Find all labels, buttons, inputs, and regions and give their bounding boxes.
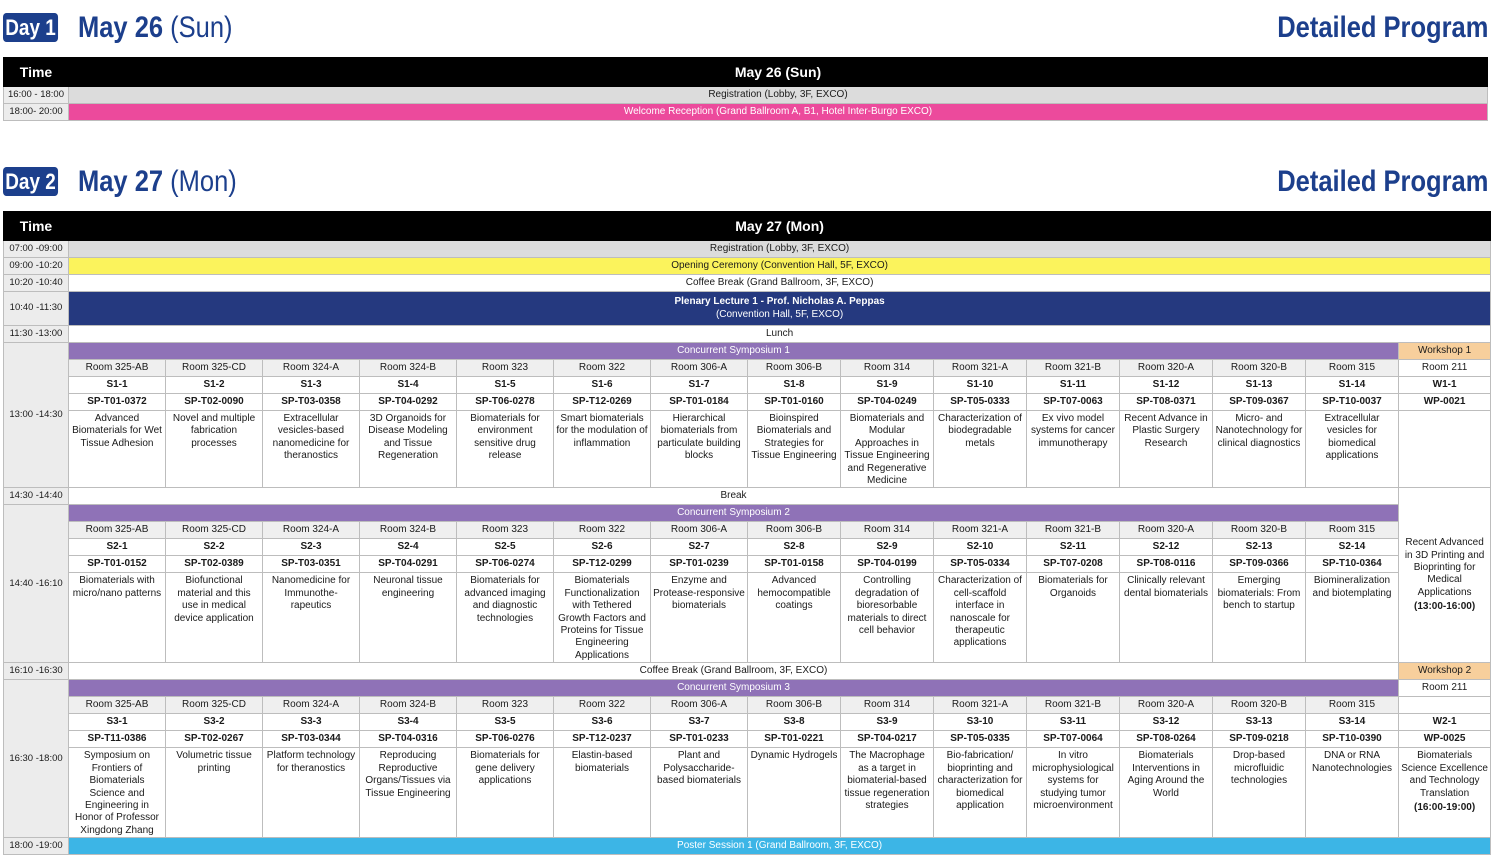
session-topic: Biofunctional material and this use in medical device application: [166, 573, 263, 663]
session-code: S3-13: [1213, 714, 1306, 731]
session-code: S2-3: [263, 539, 360, 556]
session-code: S3-5: [457, 714, 554, 731]
workshop-1-topic: Recent Advanced in 3D Printing and Bioprinting for Medical Applications: [1404, 537, 1485, 598]
session-topic: Smart biomaterials for the modulation of inflammation: [554, 411, 651, 488]
session-topic: Biomaterials for gene delivery applications: [457, 748, 554, 838]
time-cell: 16:10 -16:30: [4, 663, 69, 680]
session-code: S3-3: [263, 714, 360, 731]
paper-id: SP-T04-0217: [841, 731, 934, 748]
session-code: S1-3: [263, 377, 360, 394]
paper-id: SP-T12-0299: [554, 556, 651, 573]
paper-id: SP-T04-0249: [841, 394, 934, 411]
registration-cell: Registration (Lobby, 3F, EXCO): [69, 87, 1488, 104]
session-code: S2-14: [1306, 539, 1399, 556]
paper-id: SP-T10-0364: [1306, 556, 1399, 573]
paper-id: SP-T04-0291: [360, 556, 457, 573]
session-code: S1-11: [1027, 377, 1120, 394]
day2-table: [3, 211, 1491, 855]
room-label: Room 325-CD: [166, 360, 263, 377]
paper-id: SP-T01-0221: [748, 731, 841, 748]
room-label: Room 306-A: [651, 360, 748, 377]
workshop-1-blank: [1399, 411, 1491, 488]
session-code: S3-11: [1027, 714, 1120, 731]
room-label: Room 324-B: [360, 522, 457, 539]
workshop-2-blank: [1399, 697, 1491, 714]
time-cell: 10:20 -10:40: [4, 275, 69, 292]
session-topic: Extracellular vesicles for biomedical applications: [1306, 411, 1399, 488]
paper-id: SP-T01-0158: [748, 556, 841, 573]
session-code: S3-1: [69, 714, 166, 731]
paper-id: SP-T08-0371: [1120, 394, 1213, 411]
room-label: Room 325-AB: [69, 522, 166, 539]
room-label: Room 314: [841, 522, 934, 539]
day2-badge: Day 2: [3, 167, 58, 196]
room-label: Room 306-B: [748, 522, 841, 539]
workshop-1-id: WP-0021: [1399, 394, 1491, 411]
day1-table: [3, 57, 1488, 121]
paper-id: SP-T03-0344: [263, 731, 360, 748]
room-label: Room 306-B: [748, 697, 841, 714]
room-label: Room 324-A: [263, 360, 360, 377]
paper-id: SP-T12-0269: [554, 394, 651, 411]
session-topic: The Macrophage as a target in biomaterial-based tissue regeneration strategies: [841, 748, 934, 838]
paper-id: SP-T02-0389: [166, 556, 263, 573]
session-code: S2-10: [934, 539, 1027, 556]
workshop-2-title: Workshop 2: [1399, 663, 1491, 680]
session-code: S1-8: [748, 377, 841, 394]
paper-id: SP-T05-0335: [934, 731, 1027, 748]
session-code: S1-12: [1120, 377, 1213, 394]
paper-id: SP-T10-0390: [1306, 731, 1399, 748]
time-cell: 16:30 -18:00: [4, 680, 69, 838]
session-code: S2-2: [166, 539, 263, 556]
session-topic: Enzyme and Protease-responsive biomaterials: [651, 573, 748, 663]
room-label: Room 325-AB: [69, 697, 166, 714]
coffee-break-cell: Coffee Break (Grand Ballroom, 3F, EXCO): [69, 275, 1491, 292]
paper-id: SP-T06-0274: [457, 556, 554, 573]
table-row: [4, 326, 1491, 343]
session-topic: Platform technology for theranostics: [263, 748, 360, 838]
room-label: Room 306-B: [748, 360, 841, 377]
table-row: [4, 343, 1491, 360]
paper-id: SP-T07-0064: [1027, 731, 1120, 748]
paper-id: SP-T11-0386: [69, 731, 166, 748]
session-topic: Dynamic Hydrogels: [748, 748, 841, 838]
room-label: Room 321-A: [934, 522, 1027, 539]
workshop-2-topic: Biomaterials Science Excellence and Technology Translation: [1401, 750, 1488, 799]
session-code: S2-9: [841, 539, 934, 556]
paper-id: SP-T01-0372: [69, 394, 166, 411]
table-row: [4, 488, 1491, 505]
room-label: Room 306-A: [651, 697, 748, 714]
room-label: Room 323: [457, 697, 554, 714]
room-label: Room 321-B: [1027, 522, 1120, 539]
room-label: Room 322: [554, 360, 651, 377]
room-label: Room 322: [554, 522, 651, 539]
time-cell: 13:00 -14:30: [4, 343, 69, 488]
room-label: Room 321-B: [1027, 697, 1120, 714]
paper-id: SP-T05-0334: [934, 556, 1027, 573]
registration-cell: Registration (Lobby, 3F, EXCO): [69, 241, 1491, 258]
session-code: S3-14: [1306, 714, 1399, 731]
session-topic: Symposium on Frontiers of Biomaterials Science and Engineering in Honor of Professor Xingdong Zhang: [69, 748, 166, 838]
symposium-2-title: Concurrent Symposium 2: [69, 505, 1399, 522]
paper-id: SP-T10-0037: [1306, 394, 1399, 411]
time-cell: 18:00 -19:00: [4, 838, 69, 855]
session-code: S3-7: [651, 714, 748, 731]
session-topic: 3D Organoids for Disease Modeling and Tissue Regeneration: [360, 411, 457, 488]
session-topic: Biomaterials for Organoids: [1027, 573, 1120, 663]
paper-id: SP-T01-0152: [69, 556, 166, 573]
day1-badge: Day 1: [3, 13, 58, 42]
session-topic: Nanomedicine for Immunothe-rapeutics: [263, 573, 360, 663]
paper-id: SP-T06-0278: [457, 394, 554, 411]
paper-id: SP-T02-0267: [166, 731, 263, 748]
paper-id-row: [4, 731, 1491, 748]
room-label: Room 320-A: [1120, 697, 1213, 714]
session-code-row: [4, 377, 1491, 394]
session-code: S1-5: [457, 377, 554, 394]
session-topic: Biomaterials for environment sensitive drug release: [457, 411, 554, 488]
room-row: [4, 697, 1491, 714]
paper-id: SP-T02-0090: [166, 394, 263, 411]
lunch-cell: Lunch: [69, 326, 1491, 343]
session-code: S2-7: [651, 539, 748, 556]
session-topic: Drop-based microfluidic technologies: [1213, 748, 1306, 838]
session-topic: Biomaterials Functionalization with Tethered Growth Factors and Proteins for Tissue Engineering Applications: [554, 573, 651, 663]
session-topic: Bio-fabrication/ bioprinting and characterization for biomedical application: [934, 748, 1027, 838]
session-code: S1-6: [554, 377, 651, 394]
day1-program-label: Detailed Program: [1276, 11, 1488, 44]
topic-row: [4, 411, 1491, 488]
session-code: S3-10: [934, 714, 1027, 731]
room-label: Room 323: [457, 522, 554, 539]
room-label: Room 325-CD: [166, 697, 263, 714]
session-code: S2-11: [1027, 539, 1120, 556]
table-row: [4, 838, 1491, 855]
room-label: Room 325-CD: [166, 522, 263, 539]
table-row: [4, 87, 1488, 104]
session-code: S3-2: [166, 714, 263, 731]
room-label: Room 315: [1306, 697, 1399, 714]
session-code: S1-2: [166, 377, 263, 394]
paper-id-row: [4, 556, 1491, 573]
table-row: [4, 104, 1488, 121]
paper-id: SP-T12-0237: [554, 731, 651, 748]
workshop-2-time: (16:00-19:00): [1414, 801, 1476, 813]
room-label: Room 320-B: [1213, 360, 1306, 377]
session-code: S3-9: [841, 714, 934, 731]
session-topic: Biomaterials and Modular Approaches in Tissue Engineering and Regenerative Medicine: [841, 411, 934, 488]
time-cell: 14:40 -16:10: [4, 505, 69, 663]
table-row: [4, 680, 1491, 697]
workshop-1-topic-cell: [1399, 488, 1491, 663]
workshop-1-time: (13:00-16:00): [1414, 601, 1476, 613]
paper-id: SP-T07-0063: [1027, 394, 1120, 411]
session-code: S1-4: [360, 377, 457, 394]
session-topic: Characterization of biodegradable metals: [934, 411, 1027, 488]
room-label: Room 320-B: [1213, 697, 1306, 714]
paper-id: SP-T01-0184: [651, 394, 748, 411]
paper-id: SP-T08-0264: [1120, 731, 1213, 748]
paper-id: SP-T04-0199: [841, 556, 934, 573]
symposium-3-title: Concurrent Symposium 3: [69, 680, 1399, 697]
session-topic: Advanced hemocompatible coatings: [748, 573, 841, 663]
day1-table-header: [4, 58, 1488, 87]
paper-id: SP-T08-0116: [1120, 556, 1213, 573]
plenary-lecture-cell: [69, 292, 1491, 326]
paper-id: SP-T05-0333: [934, 394, 1027, 411]
session-topic: Neuronal tissue engineering: [360, 573, 457, 663]
day2-program-label: Detailed Program: [1276, 165, 1488, 198]
room-label: Room 323: [457, 360, 554, 377]
time-cell: 18:00- 20:00: [4, 104, 69, 121]
session-code-row: [4, 714, 1491, 731]
day2-title: May 27 (Mon): [69, 212, 1491, 241]
break-cell: Break: [69, 488, 1399, 505]
paper-id: SP-T09-0218: [1213, 731, 1306, 748]
paper-id: SP-T03-0358: [263, 394, 360, 411]
room-row: [4, 522, 1491, 539]
session-topic: Reproducing Reproductive Organs/Tissues via Tissue Engineering: [360, 748, 457, 838]
room-label: Room 320-B: [1213, 522, 1306, 539]
session-topic: Biomaterials with micro/nano patterns: [69, 573, 166, 663]
session-topic: Characterization of cell-scaffold interface in nanoscale for therapeutic applications: [934, 573, 1027, 663]
room-label: Room 324-A: [263, 522, 360, 539]
workshop-2-room: Room 211: [1399, 680, 1491, 697]
session-code: S1-1: [69, 377, 166, 394]
topic-row: [4, 573, 1491, 663]
time-cell: 14:30 -14:40: [4, 488, 69, 505]
table-row: [4, 275, 1491, 292]
workshop-2-code: W2-1: [1399, 714, 1491, 731]
workshop-2-topic-cell: [1399, 748, 1491, 838]
room-label: Room 324-B: [360, 360, 457, 377]
room-label: Room 321-A: [934, 697, 1027, 714]
plenary-venue: (Convention Hall, 5F, EXCO): [715, 308, 844, 320]
session-topic: Bioinspired Biomaterials and Strategies for Tissue Engineering: [748, 411, 841, 488]
day1-dow: (Sun): [170, 11, 233, 44]
session-topic: Advanced Biomaterials for Wet Tissue Adhesion: [69, 411, 166, 488]
table-row: [4, 505, 1491, 522]
paper-id: SP-T09-0366: [1213, 556, 1306, 573]
session-topic: Emerging biomaterials: From bench to startup: [1213, 573, 1306, 663]
room-row: [4, 360, 1491, 377]
session-topic: Controlling degradation of bioresorbable materials to direct cell behavior: [841, 573, 934, 663]
time-cell: 11:30 -13:00: [4, 326, 69, 343]
paper-id: SP-T01-0160: [748, 394, 841, 411]
session-topic: Biomaterials Interventions in Aging Around the World: [1120, 748, 1213, 838]
paper-id: SP-T06-0276: [457, 731, 554, 748]
day2-date-text: May 27: [78, 165, 164, 198]
time-cell: 10:40 -11:30: [4, 292, 69, 326]
room-label: Room 314: [841, 360, 934, 377]
workshop-1-title: Workshop 1: [1399, 343, 1491, 360]
session-code: S2-1: [69, 539, 166, 556]
time-cell: 07:00 -09:00: [4, 241, 69, 258]
time-cell: 09:00 -10:20: [4, 258, 69, 275]
session-topic: Micro- and Nanotechnology for clinical diagnostics: [1213, 411, 1306, 488]
session-topic: Volumetric tissue printing: [166, 748, 263, 838]
session-code: S1-13: [1213, 377, 1306, 394]
session-code: S1-9: [841, 377, 934, 394]
session-topic: DNA or RNA Nanotechnologies: [1306, 748, 1399, 838]
session-code: S3-4: [360, 714, 457, 731]
symposium-1-title: Concurrent Symposium 1: [69, 343, 1399, 360]
opening-ceremony-cell: Opening Ceremony (Convention Hall, 5F, EXCO): [69, 258, 1491, 275]
paper-id: SP-T04-0316: [360, 731, 457, 748]
day1-date: [78, 11, 233, 45]
table-row: [4, 663, 1491, 680]
session-code: S3-6: [554, 714, 651, 731]
workshop-1-code: W1-1: [1399, 377, 1491, 394]
paper-id: SP-T09-0367: [1213, 394, 1306, 411]
room-label: Room 315: [1306, 522, 1399, 539]
plenary-title: Plenary Lecture 1 - Prof. Nicholas A. Peppas: [674, 296, 885, 308]
room-label: Room 306-A: [651, 522, 748, 539]
session-code: S1-7: [651, 377, 748, 394]
session-code: S3-12: [1120, 714, 1213, 731]
paper-id: SP-T04-0292: [360, 394, 457, 411]
session-code: S1-14: [1306, 377, 1399, 394]
room-label: Room 322: [554, 697, 651, 714]
workshop-2-id: WP-0025: [1399, 731, 1491, 748]
paper-id: SP-T03-0351: [263, 556, 360, 573]
session-topic: Extracellular vesicles-based nanomedicine for theranostics: [263, 411, 360, 488]
session-topic: Elastin-based biomaterials: [554, 748, 651, 838]
room-label: Room 315: [1306, 360, 1399, 377]
day1-header: [0, 11, 1500, 45]
session-code: S2-5: [457, 539, 554, 556]
session-code: S2-8: [748, 539, 841, 556]
coffee-break-cell: Coffee Break (Grand Ballroom, 3F, EXCO): [69, 663, 1399, 680]
table-row: [4, 292, 1491, 326]
session-topic: Plant and Polysaccharide-based biomaterials: [651, 748, 748, 838]
paper-id: SP-T07-0208: [1027, 556, 1120, 573]
day2-date: [78, 165, 237, 199]
session-topic: In vitro microphysiological systems for studying tumor microenvironment: [1027, 748, 1120, 838]
day2-table-header: [4, 212, 1491, 241]
room-label: Room 320-A: [1120, 522, 1213, 539]
room-label: Room 321-A: [934, 360, 1027, 377]
time-cell: 16:00 - 18:00: [4, 87, 69, 104]
day1-date-text: May 26: [78, 11, 164, 44]
session-code: S2-6: [554, 539, 651, 556]
table-row: [4, 258, 1491, 275]
table-row: [4, 241, 1491, 258]
session-topic: Recent Advance in Plastic Surgery Research: [1120, 411, 1213, 488]
day1-title: May 26 (Sun): [69, 58, 1488, 87]
time-column-header: Time: [4, 212, 69, 241]
time-column-header: Time: [4, 58, 69, 87]
room-label: Room 314: [841, 697, 934, 714]
session-code: S2-12: [1120, 539, 1213, 556]
room-label: Room 321-B: [1027, 360, 1120, 377]
workshop-1-room: Room 211: [1399, 360, 1491, 377]
session-code-row: [4, 539, 1491, 556]
room-label: Room 324-A: [263, 697, 360, 714]
session-topic: Biomineralization and biotemplating: [1306, 573, 1399, 663]
paper-id: SP-T01-0239: [651, 556, 748, 573]
session-topic: Hierarchical biomaterials from particulate building blocks: [651, 411, 748, 488]
session-topic: Novel and multiple fabrication processes: [166, 411, 263, 488]
topic-row: [4, 748, 1491, 838]
day2-header: [0, 165, 1500, 199]
room-label: Room 320-A: [1120, 360, 1213, 377]
session-topic: Biomaterials for advanced imaging and diagnostic technologies: [457, 573, 554, 663]
welcome-reception-cell: Welcome Reception (Grand Ballroom A, B1, Hotel Inter-Burgo EXCO): [69, 104, 1488, 121]
day2-dow: (Mon): [170, 165, 237, 198]
session-code: S3-8: [748, 714, 841, 731]
paper-id: SP-T01-0233: [651, 731, 748, 748]
room-label: Room 324-B: [360, 697, 457, 714]
paper-id-row: [4, 394, 1491, 411]
session-code: S2-13: [1213, 539, 1306, 556]
session-topic: Ex vivo model systems for cancer immunotherapy: [1027, 411, 1120, 488]
session-code: S1-10: [934, 377, 1027, 394]
session-topic: Clinically relevant dental biomaterials: [1120, 573, 1213, 663]
room-label: Room 325-AB: [69, 360, 166, 377]
session-code: S2-4: [360, 539, 457, 556]
poster-session-cell: Poster Session 1 (Grand Ballroom, 3F, EXCO): [69, 838, 1491, 855]
